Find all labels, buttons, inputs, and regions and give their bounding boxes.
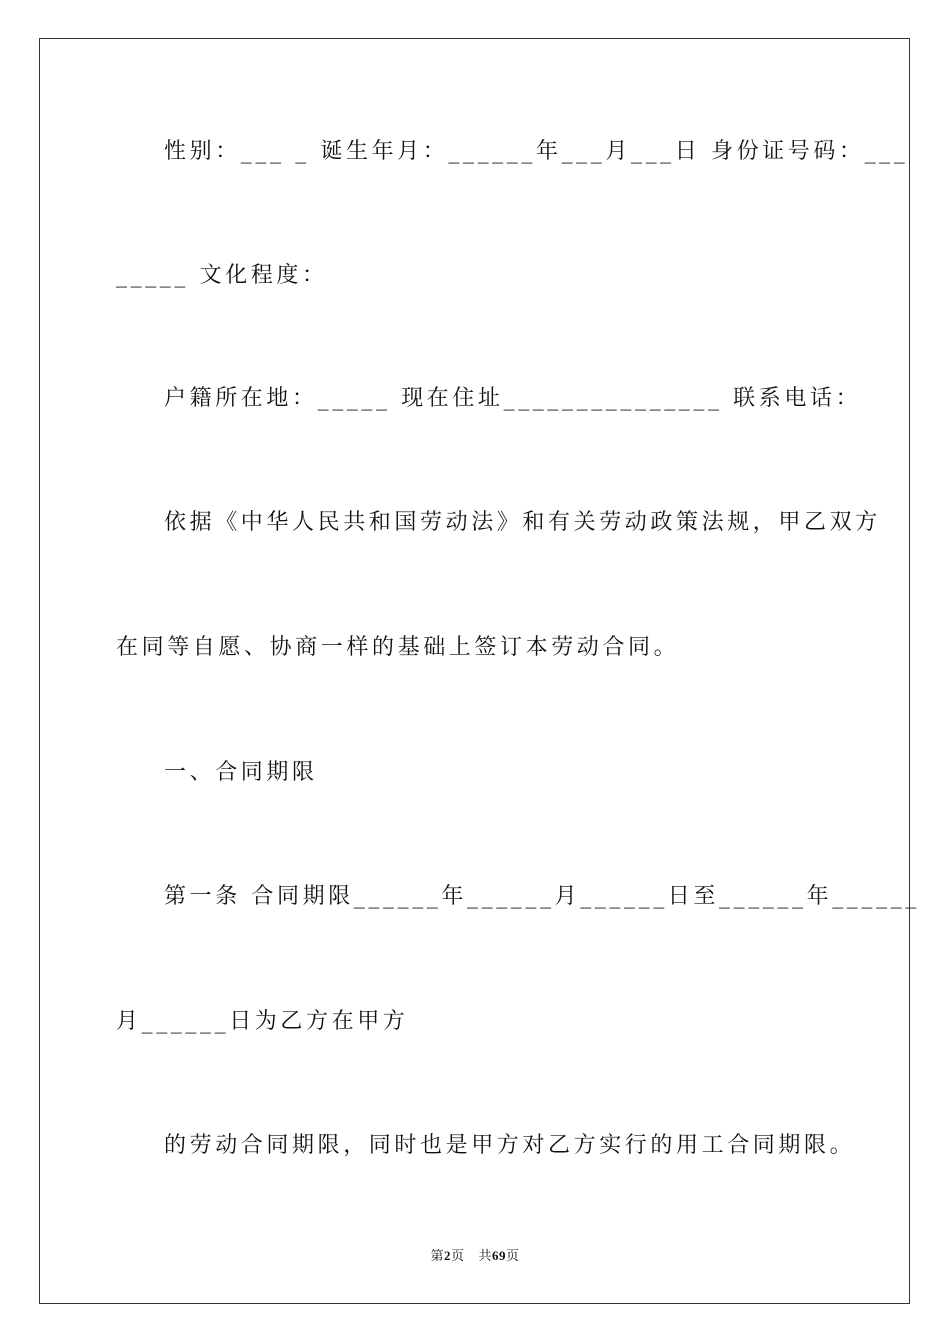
article-one-line-1: 第一条 合同期限______年______月______日至______年______ bbox=[164, 884, 920, 909]
preamble-line-2: 在同等自愿、协商一样的基础上签订本劳动合同。 bbox=[116, 635, 680, 660]
footer-page-suffix: 页 bbox=[450, 1248, 465, 1263]
preamble-line-1: 依据《中华人民共和国劳动法》和有关劳动政策法规，甲乙双方 bbox=[164, 510, 881, 535]
footer-total-suffix: 页 bbox=[506, 1248, 520, 1263]
footer-total-prefix: 共 bbox=[478, 1248, 493, 1263]
personal-info-line: 性别：___ _ 诞生年月：______年___月___日 身份证号码：___ bbox=[164, 139, 909, 164]
footer-page-prefix: 第 bbox=[430, 1248, 444, 1263]
article-one-line-2: 月______日为乙方在甲方 bbox=[116, 1009, 409, 1034]
article-one-line-3: 的劳动合同期限，同时也是甲方对乙方实行的用工合同期限。 bbox=[164, 1133, 856, 1158]
footer-total-pages: 69 bbox=[492, 1248, 507, 1263]
footer-page-number: 2 bbox=[443, 1248, 451, 1263]
page-footer bbox=[0, 1247, 950, 1265]
page-border bbox=[39, 38, 920, 1304]
section-heading-contract-term: 一、合同期限 bbox=[164, 760, 318, 785]
education-line: _____ 文化程度： bbox=[116, 263, 328, 288]
address-line: 户籍所在地：_____ 现在住址_______________ 联系电话： bbox=[164, 386, 862, 411]
